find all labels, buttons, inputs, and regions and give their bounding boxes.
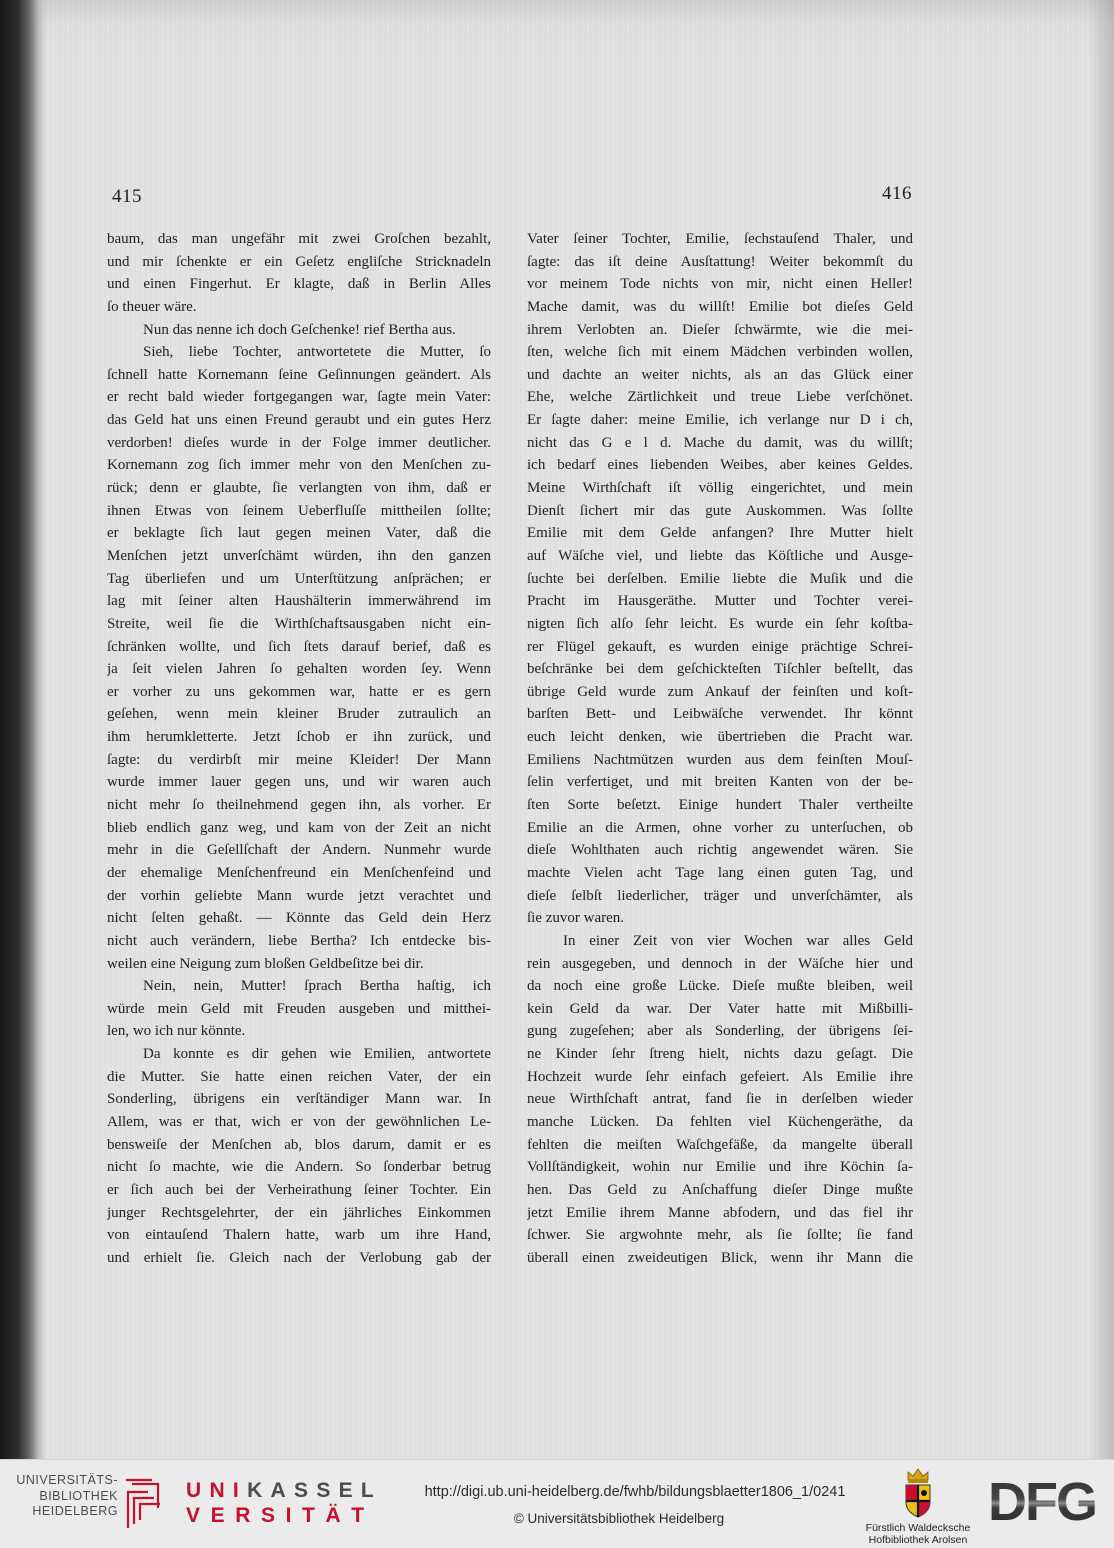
- text-line-content: nicht ſelten gehaßt. — Könnte das Geld dein Herz: [107, 910, 491, 927]
- text-line-content: er beklagte ſich laut gegen meinen Vater, daß die: [107, 525, 491, 542]
- text-line: [107, 1066, 491, 1089]
- text-line: [527, 862, 913, 885]
- text-line-content: fehlten die meiſten Waſchgefäße, da mangelte überall: [527, 1136, 913, 1153]
- text-line-content: junger Rechtsgelehrter, der ein jährliches Einkommen: [107, 1204, 491, 1221]
- text-line-content: Kornemann zog ſich immer mehr von den Menſchen zu-: [107, 457, 491, 474]
- text-line-content: Meine Wirthſchaft iſt völlig eingerichtet, und mein: [527, 480, 913, 497]
- text-line-content: neue Wirthſchaft antrat, fand ſie in derſelben wieder: [527, 1091, 913, 1108]
- text-line: [107, 1111, 491, 1134]
- text-line: [527, 794, 913, 817]
- text-line: [107, 1156, 491, 1179]
- text-line: [527, 251, 913, 274]
- source-url: http://digi.ub.uni-heidelberg.de/fwhb/bildungsblaetter1806_1/0241: [424, 1484, 846, 1500]
- ub-heidelberg-bracket-icon: [124, 1478, 162, 1532]
- uni-kassel-uni: UNI: [186, 1479, 248, 1502]
- text-line: [107, 862, 491, 885]
- text-line: [527, 749, 913, 772]
- text-line-content: die Mutter. Sie hatte einen reichen Vater, der ein: [107, 1068, 491, 1085]
- arolsen-line: Hofbibliothek Arolsen: [868, 1534, 968, 1546]
- text-line-content: der ehemalige Menſchenfreund ein Menſchenfeind und: [107, 864, 491, 881]
- text-line: [527, 975, 913, 998]
- text-line-content: wurde immer lauer gegen uns, und wir waren auch: [107, 774, 491, 791]
- text-line-content: ſuchte bei derſelben. Emilie liebte die Muſik und die: [527, 570, 913, 587]
- text-line: [107, 386, 491, 409]
- text-line-content: kein Geld da war. Der Vater hatte mit Mißbilli-: [527, 1000, 913, 1017]
- text-line-content: Sieh, liebe Tochter, antwortetete die Mutter, ſo: [143, 344, 491, 361]
- text-line: [527, 907, 913, 930]
- text-line-content: ſchränken wollte, und ſich ſtets darauf berief, daß es: [107, 638, 491, 655]
- text-line: [107, 319, 491, 342]
- text-line-content: hen. Das Geld zu Anſchaffung dieſer Dinge mußte: [527, 1181, 913, 1198]
- text-line: [107, 658, 491, 681]
- text-line: [527, 998, 913, 1021]
- waldeck-coat-of-arms-icon: [902, 1466, 934, 1520]
- text-line-content: ja ſeit vielen Jahren ſo gehalten worden ſey. Wenn: [107, 661, 491, 678]
- text-line: [107, 364, 491, 387]
- text-line-content: euch leicht denken, wie übertrieben die Pracht war.: [527, 729, 913, 746]
- text-line: [527, 613, 913, 636]
- text-line-content: manche Lücken. Da fehlten viel Küchengeräthe, da: [527, 1113, 913, 1130]
- text-line: [107, 930, 491, 953]
- text-line-content: ſchwer. Sie argwohnte mehr, als ſie ſollte; ſie fand: [527, 1227, 913, 1244]
- text-line: [107, 1247, 491, 1270]
- text-line: [527, 953, 913, 976]
- text-line: [527, 681, 913, 704]
- text-line-content: und erhielt ſie. Gleich nach der Verlobung gab der: [107, 1249, 491, 1266]
- text-line-content: ſo theuer wäre.: [107, 298, 197, 315]
- text-line: [107, 432, 491, 455]
- text-line-content: Pracht im Hausgeräthe. Mutter und Tochter verei-: [527, 593, 913, 610]
- text-line-content: Da konnte es dir gehen wie Emilien, antwortete: [143, 1046, 491, 1063]
- text-line: [527, 545, 913, 568]
- text-line: [107, 1179, 491, 1202]
- text-line-content: machte Vielen acht Tage lang einen guten Tag, und: [527, 864, 913, 881]
- dfg-logo: DFG: [988, 1472, 1096, 1532]
- text-line-content: er ſich auch bei der Verheirathung ſeiner Tochter. Ein: [107, 1181, 491, 1198]
- text-line: [107, 839, 491, 862]
- text-line-content: übrige Geld wurde zum Ankauf der feinſten und koſt-: [527, 683, 913, 700]
- text-line-content: ihnen Etwas von ſeinem Ueberfluſſe mittheilen ſollte;: [107, 502, 491, 519]
- text-line: [107, 1088, 491, 1111]
- text-line: [527, 590, 913, 613]
- text-line-content: Vater ſeiner Tochter, Emilie, ſechstauſend Thaler, und: [527, 231, 913, 247]
- text-line: [527, 1179, 913, 1202]
- ub-heidelberg-logo-text: [10, 1473, 118, 1520]
- text-line-content: Emilie an die Armen, ohne vorher zu unterſuchen, ob: [527, 819, 913, 836]
- text-line: [107, 885, 491, 908]
- text-line: [527, 771, 913, 794]
- text-line-content: ſten Sorte beſetzt. Einige hundert Thaler vertheilte: [527, 797, 913, 814]
- text-line: [107, 296, 491, 319]
- text-line: [107, 568, 491, 591]
- text-line: [107, 953, 491, 976]
- text-line-content: Vollſtändigkeit, wohin nur Emilie und ihre Köchin ſa-: [527, 1159, 913, 1176]
- text-line: [527, 885, 913, 908]
- text-line-content: Allem, was er that, wich er von der gewöhnlichen Le-: [107, 1113, 491, 1130]
- text-line: [107, 1020, 491, 1043]
- text-line: [527, 296, 913, 319]
- text-line: [527, 1111, 913, 1134]
- text-line-content: und dachte an weiter nichts, als an das Glück einer: [527, 366, 913, 383]
- book-edge-shadow-right: [1088, 0, 1114, 1459]
- page-number-right: 416: [882, 183, 912, 204]
- text-line-content: überall einen zweideutigen Blick, wenn ihr Mann die: [527, 1249, 913, 1266]
- text-line: [107, 975, 491, 998]
- text-line: [107, 251, 491, 274]
- text-line-content: vor meinem Tode nichts von mir, nicht einen Heller!: [527, 276, 913, 293]
- ub-heidelberg-line: BIBLIOTHEK: [39, 1488, 118, 1503]
- text-line: [527, 500, 913, 523]
- text-line-content: rein ausgegeben, und dennoch in der Wäſche hier und: [527, 955, 913, 972]
- text-line: [527, 386, 913, 409]
- text-line: [107, 636, 491, 659]
- text-line: [527, 1020, 913, 1043]
- text-line-content: ihm herumkletterte. Jetzt ſchob er ihn zurück, und: [107, 729, 491, 746]
- text-line-content: Hochzeit wurde ſehr einfach gefeiert. Als Emilie ihre: [527, 1068, 913, 1085]
- text-line-content: von eintauſend Thalern hatte, warb um ihre Hand,: [107, 1227, 491, 1244]
- text-line: [107, 1134, 491, 1157]
- text-line: [107, 749, 491, 772]
- ub-heidelberg-line: UNIVERSITÄTS-: [16, 1473, 118, 1487]
- text-line-content: ſelin verfertiget, und mit breiten Kanten von der be-: [527, 774, 913, 791]
- text-line-content: lag mit ſeiner alten Haushälterin immerwährend im: [107, 593, 491, 610]
- text-line: [107, 771, 491, 794]
- text-line-content: Dienſt ſichert mir das gute Auskommen. Was ſollte: [527, 502, 913, 519]
- text-line: [107, 726, 491, 749]
- uni-kassel-logo: [186, 1478, 382, 1528]
- text-line: [527, 1247, 913, 1270]
- uni-kassel-line-1: [186, 1478, 382, 1503]
- text-line: [107, 522, 491, 545]
- text-line-content: ſagte: das iſt deine Ausſtattung! Weiter bekommſt du: [527, 253, 913, 270]
- text-line: [527, 703, 913, 726]
- text-line: [107, 341, 491, 364]
- text-line-content: Er ſagte daher: meine Emilie, ich verlange nur D i ch,: [527, 412, 913, 429]
- text-line-content: Streite, weil ſie die Wirthſchaftsausgaben nicht ein-: [107, 615, 491, 632]
- text-line-content: Tag überliefen und um Unterſtützung anſprächen; er: [107, 570, 491, 587]
- arolsen-line: Fürstlich Waldecksche: [865, 1522, 971, 1534]
- text-line-content: das Geld hat uns einen Freund geraubt und ein gutes Herz: [107, 412, 491, 429]
- text-column-left: [107, 228, 491, 1269]
- text-line-content: da noch eine große Lücke. Dieſe mußte bleiben, weil: [527, 978, 913, 995]
- text-line: [107, 1043, 491, 1066]
- text-line: [107, 817, 491, 840]
- uni-kassel-versitaet: VERSITÄT: [186, 1504, 375, 1527]
- copyright-notice: © Universitätsbibliothek Heidelberg: [513, 1511, 725, 1526]
- text-line-content: würde mein Geld mit Freuden ausgeben und mitthei-: [107, 1000, 491, 1017]
- text-line-content: und einen Fingerhut. Er klagte, daß in Berlin Alles: [107, 276, 491, 293]
- text-line-content: rer Flügel gekauft, es wurden einige prächtige Schrei-: [527, 638, 913, 655]
- text-line: [527, 636, 913, 659]
- text-column-right: [527, 228, 913, 1269]
- text-line: [107, 273, 491, 296]
- text-line-content: Sonderling, übrigens ein verſtändiger Mann war. In: [107, 1091, 491, 1108]
- text-line-content: baum, das man ungefähr mit zwei Groſchen bezahlt,: [107, 231, 491, 247]
- text-line-content: nigten ſich alſo ſehr leicht. Es wurde ein ſehr koſtba-: [527, 615, 913, 632]
- text-line-content: mehr in die Geſellſchaft der Andern. Nunmehr wurde: [107, 842, 491, 859]
- text-line: [527, 409, 913, 432]
- text-line-content: ich bedarf eines liebenden Weibes, aber keines Geldes.: [527, 457, 913, 474]
- text-line-content: In einer Zeit von vier Wochen war alles Geld: [563, 932, 913, 949]
- text-line: [107, 1224, 491, 1247]
- text-line: [527, 568, 913, 591]
- text-line: [107, 998, 491, 1021]
- text-line: [107, 681, 491, 704]
- page-number-left: 415: [112, 186, 142, 207]
- text-line: [527, 1088, 913, 1111]
- text-line-content: bensweiſe der Menſchen ab, blos darum, damit er es: [107, 1136, 491, 1153]
- text-line-content: len, wo ich nur könnte.: [107, 1023, 246, 1040]
- text-line: [527, 1043, 913, 1066]
- text-line-content: Menſchen jetzt unverſchämt würden, ihn den ganzen: [107, 547, 491, 564]
- text-line-content: Mache damit, was du willſt! Emilie bot dieſes Geld: [527, 298, 913, 315]
- text-line-content: Ehe, welche Zärtlichkeit und treue Liebe verſchönet.: [527, 389, 913, 406]
- text-line-content: Nun das nenne ich doch Geſchenke! rief Bertha aus.: [143, 321, 456, 338]
- text-line: [527, 319, 913, 342]
- text-line: [107, 590, 491, 613]
- text-line-content: beſchränke bei dem geſchickteſten Tiſchler beſtellt, das: [527, 661, 913, 678]
- text-line-content: auf Wäſche viel, und liebte das Köſtliche und Ausge-: [527, 547, 913, 564]
- text-line: [107, 228, 491, 251]
- text-line: [107, 703, 491, 726]
- text-line: [107, 454, 491, 477]
- text-line: [527, 1202, 913, 1225]
- text-line: [527, 522, 913, 545]
- text-line: [107, 613, 491, 636]
- book-edge-shadow-left: [0, 0, 46, 1459]
- text-line: [527, 341, 913, 364]
- text-line-content: ſten, welche ſich mit einem Mädchen verbinden wollen,: [527, 344, 913, 361]
- text-line: [107, 1202, 491, 1225]
- text-line: [527, 477, 913, 500]
- text-line-content: nicht das G e l d. Mache du damit, was du willſt;: [527, 434, 913, 451]
- text-line-content: dieſe Wohlthaten auch richtig angewendet wären. Sie: [527, 842, 913, 859]
- text-line-content: Emilie mit dem Gelde anfangen? Ihre Mutter hielt: [527, 525, 913, 542]
- text-line-content: blieb endlich ganz weg, und kam von der Zeit an nicht: [107, 819, 491, 836]
- text-line: [527, 228, 913, 251]
- text-line: [527, 1156, 913, 1179]
- uni-kassel-kassel: KASSEL: [247, 1479, 383, 1502]
- text-line-content: weilen eine Neigung zum bloßen Geldbeſitze bei dir.: [107, 955, 424, 972]
- text-line: [527, 930, 913, 953]
- text-line: [527, 1224, 913, 1247]
- text-line-content: Emiliens Nachtmützen wurden aus dem feinſten Mouſ-: [527, 751, 913, 768]
- text-line-content: verdorben! dieſes wurde in der Folge immer deutlicher.: [107, 434, 491, 451]
- arolsen-library-label: [848, 1522, 988, 1546]
- text-line-content: ſchnell hatte Kornemann ſeine Geſinnungen geändert. Als: [107, 366, 491, 383]
- text-line-content: rück; denn er glaubte, ſie verlangten von ihm, daß er: [107, 480, 491, 497]
- text-line: [527, 454, 913, 477]
- text-line-content: er vorher zu uns gekommen war, hatte er es gern: [107, 683, 491, 700]
- text-line-content: und mir ſchenkte er ein Geſetz engliſche Stricknadeln: [107, 253, 491, 270]
- footer-bar: [0, 1459, 1114, 1548]
- text-line-content: jetzt Emilie ihrem Manne abfodern, und das fiel ihr: [527, 1204, 913, 1221]
- text-line: [107, 794, 491, 817]
- text-line: [527, 364, 913, 387]
- text-line-content: der vorhin geliebte Mann wurde jetzt verachtet und: [107, 887, 491, 904]
- text-line: [107, 907, 491, 930]
- text-line-content: nicht ſo machte, wie die Andern. So ſonderbar betrug: [107, 1159, 491, 1176]
- text-line: [107, 500, 491, 523]
- text-line-content: nicht auch verändern, liebe Bertha? Ich entdecke bis-: [107, 932, 491, 949]
- text-line: [527, 658, 913, 681]
- text-line-content: ne Kinder ſehr ſtreng hielt, nichts dazu geſagt. Die: [527, 1046, 913, 1063]
- text-line-content: er recht bald wieder fortgegangen war, ſagte mein Vater:: [107, 389, 491, 406]
- text-line: [527, 273, 913, 296]
- text-line-content: ihrem Verlobten an. Dieſer ſchwärmte, wie die mei-: [527, 321, 913, 338]
- text-line: [527, 839, 913, 862]
- text-line: [107, 545, 491, 568]
- text-line-content: dieſe ſelbſt liederlicher, träger und unverſchämter, als: [527, 887, 913, 904]
- text-line-content: ſagte: du verdirbſt mir meine Kleider! Der Mann: [107, 751, 491, 768]
- text-line-content: nicht mehr ſo theilnehmend gegen ihn, als vorher. Er: [107, 797, 491, 814]
- text-line: [527, 817, 913, 840]
- text-line-content: ſie zuvor waren.: [527, 910, 625, 927]
- text-line-content: gung zugeſehen; aber als Sonderling, der übrigens ſei-: [527, 1023, 913, 1040]
- text-line-content: barſten Bett- und Leibwäſche verwendet. Ihr könnt: [527, 706, 913, 723]
- text-line: [527, 1134, 913, 1157]
- text-line: [527, 1066, 913, 1089]
- text-line: [527, 432, 913, 455]
- text-line: [107, 409, 491, 432]
- text-line-content: geſehen, wenn mein kleiner Bruder zutraulich an: [107, 706, 491, 723]
- text-line: [527, 726, 913, 749]
- text-line-content: Nein, nein, Mutter! ſprach Bertha haſtig, ich: [143, 978, 491, 995]
- ub-heidelberg-line: HEIDELBERG: [32, 1504, 118, 1518]
- text-line: [107, 477, 491, 500]
